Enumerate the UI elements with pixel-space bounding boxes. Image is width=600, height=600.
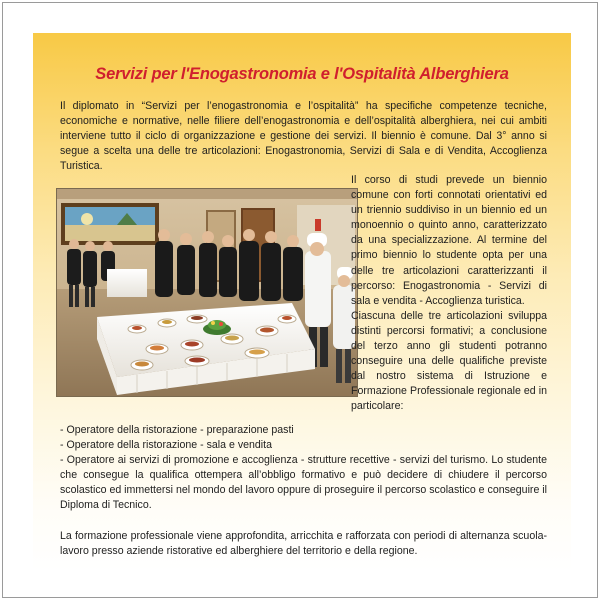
page-title: Servizi per l'Enogastronomia e l'Ospitalità Alberghiera: [95, 65, 509, 83]
bottom-section: [60, 423, 547, 559]
intro-paragraph: Il diplomato in “Servizi per l’enogastronomia e l’ospitalità” ha specifiche competenze tecniche, economiche e normative, nelle filiere dell’enogastronomia e dell’ospitalità alberghiera, nei cui ambiti interviene tutto il ciclo di organizzazione e gestione dei servizi. Il biennio è comune. Dal 3° anno si segue a scelta una delle tre articolazioni: Enogastronomia, Servizi di Sala e di Vendita, Accoglienza Turistica.: [60, 100, 547, 173]
list-item: - Operatore della ristorazione - preparazione pasti: [60, 424, 294, 436]
content-panel: [33, 33, 571, 571]
page-frame: [2, 2, 598, 598]
paragraph-spacer: [60, 514, 547, 529]
list-item: - Operatore ai servizi di promozione e accoglienza - strutture recettive - servizi del turismo. Lo studente che consegue la qualifica ottempera all’obbligo formativo e può decidere di chiudere il percorso scolastico ed immettersi nel mondo del lavoro oppure di proseguire il percorso scolastico e conseguire il Diploma di Tecnico.: [60, 454, 547, 512]
right-column-paragraph-1: Il corso di studi prevede un biennio comune con forti connotati orientativi ed un triennio suddiviso in un biennio ed un monoennio o quinto anno, caratterizzato da una specializzazione. Al termine del primo biennio lo studente opta per una delle tre articolazioni caratterizzanti il percorso: Enogastronomia - Servizi di sala e vendita - Accoglienza turistica.: [351, 174, 547, 307]
students-photo: [56, 188, 358, 397]
closing-paragraph: La formazione professionale viene approfondita, arricchita e rafforzata con periodi di alternanza scuola-lavoro presso aziende ristorative ed alberghiere del territorio e della regione.: [60, 529, 547, 557]
list-item: - Operatore della ristorazione - sala e vendita: [60, 439, 272, 452]
right-column: [351, 173, 547, 415]
right-column-paragraph-2: Ciascuna delle tre articolazioni sviluppa distinti percorsi formativi; a conclusione del terzo anno gli studenti potranno conseguire una delle qualifiche previste dal nostro sistema di Istruzione e Formazione Professionale regionale ed in particolare:: [351, 309, 547, 413]
